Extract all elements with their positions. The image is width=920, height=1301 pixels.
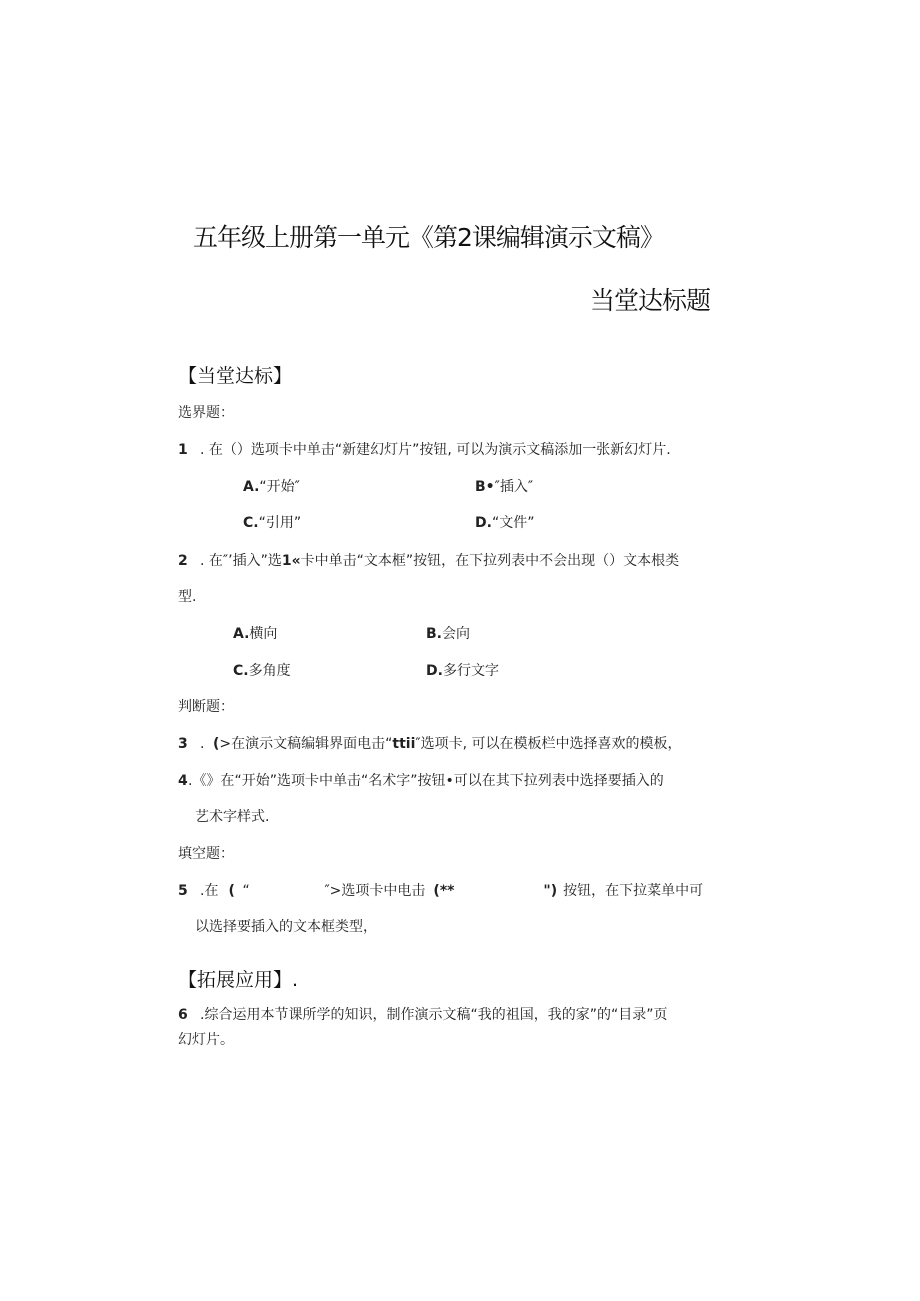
question-4-continued: 艺术字样式. (195, 809, 270, 825)
option-text: “开始″ (259, 479, 300, 495)
answer-paren: ( (213, 736, 220, 752)
document-subtitle: 当堂达标题 (590, 286, 711, 315)
option-text: 多角度 (248, 663, 291, 679)
option-letter: B. (426, 626, 442, 642)
q2-option-a (233, 623, 277, 643)
option-text: ″插入″ (494, 479, 534, 495)
section-heading-classroom: 【当堂达标】 (178, 365, 293, 387)
question-number: 3 (178, 736, 188, 752)
option-letter: C. (243, 515, 259, 531)
q2-option-c (233, 660, 291, 680)
option-letter: D. (475, 515, 492, 531)
option-text: “文件” (491, 515, 535, 531)
q1-option-b (475, 476, 533, 496)
q1-option-a (243, 476, 300, 496)
question-number: 5 (178, 883, 188, 899)
question-text: .综合运用本节课所学的知识，制作演示文稿“我的祖国，我的家”的“目录”页 (200, 1007, 668, 1023)
question-text-part: ″选项卡, 可以在模板栏中选择喜欢的模板， (415, 736, 682, 752)
question-text: . 在（）选项卡中单击“新建幻灯片”按钮, 可以为演示文稿添加一张新幻灯片. (200, 442, 671, 458)
question-number: 4 (178, 773, 188, 789)
question-6 (178, 1004, 667, 1024)
option-text: 会向 (442, 626, 470, 642)
option-letter: C. (233, 663, 249, 679)
question-2 (178, 550, 679, 570)
q2-option-b (426, 623, 470, 643)
question-6-continued: 幻灯片。 (178, 1032, 234, 1048)
question-3 (178, 733, 682, 753)
question-number: 6 (178, 1007, 188, 1023)
blank-paren-open: ( (228, 883, 235, 899)
question-text-part: . 在″’插入”选 (200, 553, 282, 569)
true-false-label: 判断题： (178, 699, 234, 715)
q1-option-d (475, 512, 534, 532)
section-heading-extension: 【拓展应用】. (178, 969, 299, 991)
option-letter: A. (243, 479, 260, 495)
question-text-part: >在演示文稿编辑界面电击“ (219, 736, 393, 752)
q2-option-d (426, 660, 499, 680)
fill-blank-label: 填空题： (178, 846, 234, 862)
option-text: “引用” (258, 515, 302, 531)
question-text: .《》在“开始”选项卡中单击“名术字”按钮•可以在其下拉列表中选择要插入的 (188, 773, 664, 789)
question-text-part: .在 (200, 883, 219, 899)
blank-quote: “ (242, 883, 250, 899)
option-letter: D. (426, 663, 443, 679)
question-4 (178, 770, 664, 790)
option-text: 多行文字 (442, 663, 499, 679)
multiple-choice-label: 选界题： (178, 405, 234, 421)
option-letter: A. (233, 626, 250, 642)
question-5 (178, 880, 703, 900)
question-number: 2 (178, 553, 188, 569)
question-5-continued: 以选择要插入的文本框类型， (195, 919, 377, 935)
option-text: 横向 (249, 626, 278, 642)
question-number: 1 (178, 442, 188, 458)
question-text-part: 按钮，在下拉菜单中可 (563, 883, 704, 899)
question-text-bold: 1« (281, 553, 301, 569)
question-1 (178, 439, 671, 459)
blank-paren-open-2: (** (433, 883, 455, 899)
blank-paren-close: ") (543, 883, 558, 899)
question-dot: . (200, 736, 205, 752)
option-letter: B• (475, 479, 495, 495)
question-text-part: 卡中单击“文本框”按钮，在下拉列表中不会出现（）文本根类 (300, 553, 680, 569)
question-2-continued: 型. (178, 589, 197, 605)
question-text-part: ″>选项卡中电击 (324, 883, 426, 899)
document-title: 五年级上册第一单元《第2课编辑演示文稿》 (193, 223, 664, 252)
question-text-bold: ttii (392, 736, 416, 752)
q1-option-c (243, 512, 301, 532)
